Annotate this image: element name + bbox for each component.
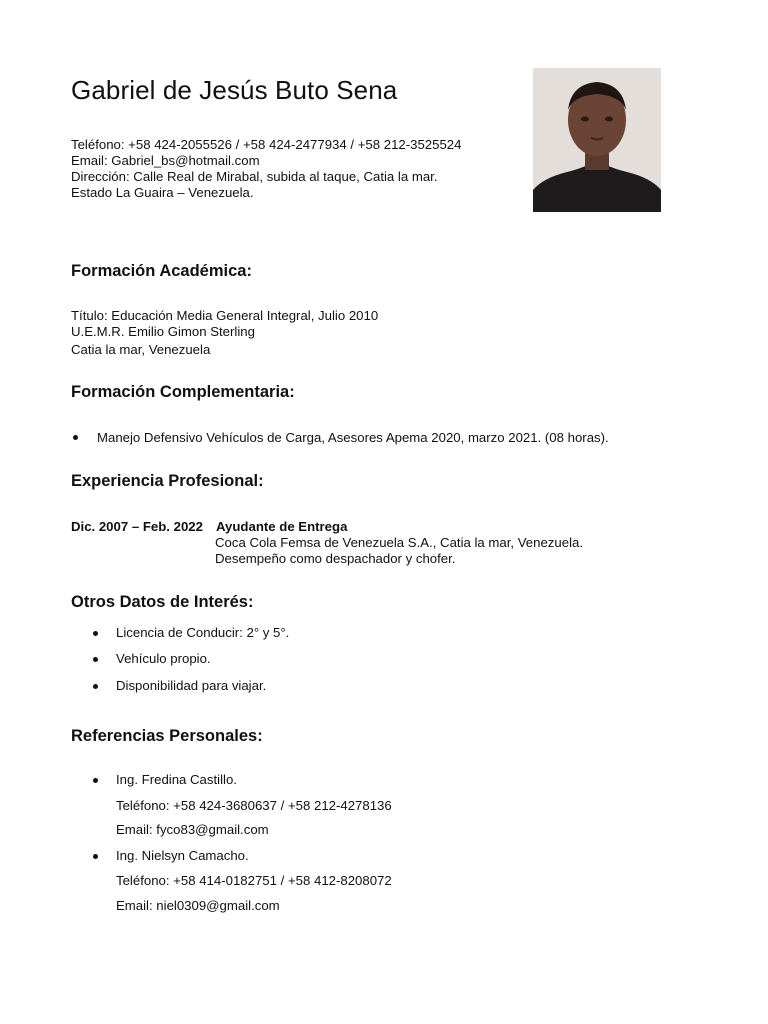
bullet-icon — [93, 657, 98, 662]
bullet-icon — [93, 684, 98, 689]
bullet-icon — [73, 435, 78, 440]
other-item-vehicle: Vehículo propio. — [116, 651, 211, 666]
address-line-2: Estado La Guaira – Venezuela. — [71, 185, 254, 200]
experience-heading: Experiencia Profesional: — [71, 472, 264, 490]
complementary-heading: Formación Complementaria: — [71, 383, 295, 401]
experience-role: Ayudante de Entrega — [216, 519, 348, 534]
candidate-name: Gabriel de Jesús Buto Sena — [71, 75, 398, 105]
reference-2-name: Ing. Nielsyn Camacho. — [116, 848, 249, 863]
bullet-icon — [93, 854, 98, 859]
address-line-1: Dirección: Calle Real de Mirabal, subida al taque, Catia la mar. — [71, 169, 438, 184]
academic-line-3: Catia la mar, Venezuela — [71, 342, 211, 357]
other-item-license: Licencia de Conducir: 2° y 5°. — [116, 625, 290, 640]
person-portrait-icon — [533, 68, 661, 212]
profile-photo — [533, 68, 661, 212]
other-item-travel: Disponibilidad para viajar. — [116, 678, 267, 693]
reference-1-name: Ing. Fredina Castillo. — [116, 772, 237, 787]
academic-line-1: Título: Educación Media General Integral, Julio 2010 — [71, 308, 379, 323]
phone-line: Teléfono: +58 424-2055526 / +58 424-2477934 / +58 212-3525524 — [71, 137, 462, 152]
reference-1-email: Email: fyco83@gmail.com — [116, 822, 269, 837]
complementary-item: Manejo Defensivo Vehículos de Carga, Asesores Apema 2020, marzo 2021. (08 horas). — [97, 430, 609, 445]
experience-period: Dic. 2007 – Feb. 2022 — [71, 519, 203, 534]
references-heading: Referencias Personales: — [71, 727, 263, 745]
experience-description: Desempeño como despachador y chofer. — [215, 551, 456, 566]
academic-line-2: U.E.M.R. Emilio Gimon Sterling — [71, 324, 255, 339]
reference-1-phone: Teléfono: +58 424-3680637 / +58 212-4278136 — [116, 798, 392, 813]
bullet-icon — [93, 778, 98, 783]
other-heading: Otros Datos de Interés: — [71, 593, 254, 611]
reference-2-email: Email: niel0309@gmail.com — [116, 898, 280, 913]
experience-company: Coca Cola Femsa de Venezuela S.A., Catia la mar, Venezuela. — [215, 535, 583, 550]
email-line: Email: Gabriel_bs@hotmail.com — [71, 153, 260, 168]
reference-2-phone: Teléfono: +58 414-0182751 / +58 412-8208072 — [116, 873, 392, 888]
bullet-icon — [93, 631, 98, 636]
academic-heading: Formación Académica: — [71, 262, 252, 280]
